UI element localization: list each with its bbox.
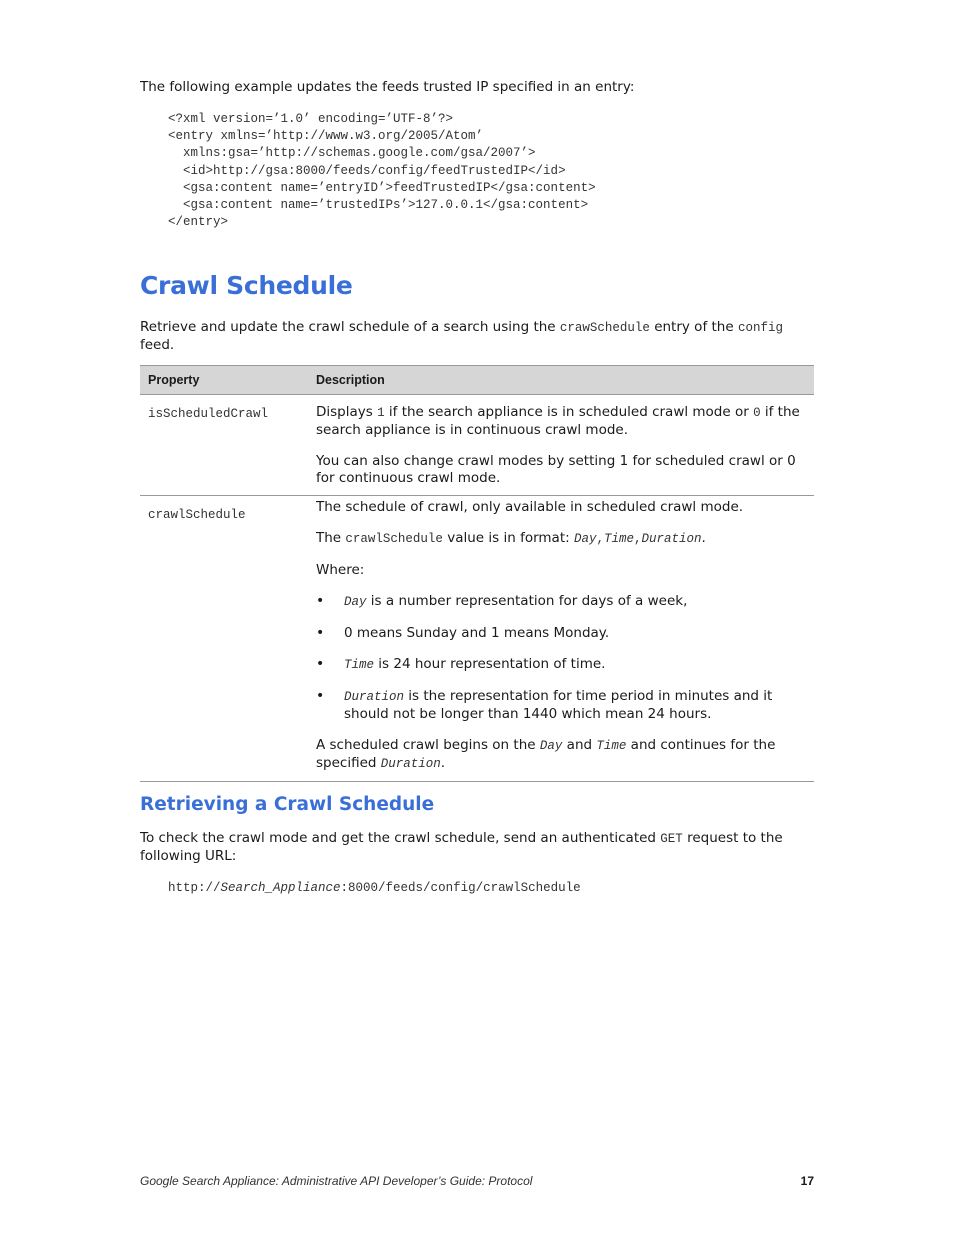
section-title: Crawl Schedule [140, 271, 353, 300]
bullet-icon: • [316, 625, 325, 641]
footer-title: Google Search Appliance: Administrative API Developer’s Guide: Protocol [140, 1174, 533, 1188]
table-row [140, 496, 814, 782]
text: Retrieve and update the crawl schedule of a search using the [140, 319, 560, 335]
text: . [701, 530, 706, 546]
intro-paragraph: The following example updates the feeds trusted IP specified in an entry: [140, 79, 635, 95]
inline-code: Duration [380, 757, 441, 771]
property-table [140, 365, 814, 782]
url-host-placeholder: Search_Appliance [220, 881, 341, 895]
text: 0 means Sunday and 1 means Monday. [344, 625, 610, 641]
subsection-intro [140, 830, 800, 865]
inline-code: Time [596, 739, 627, 753]
description-cell [308, 496, 814, 782]
column-header-description: Description [308, 366, 814, 395]
text: The [316, 530, 346, 546]
bullet-icon: • [316, 593, 325, 609]
subsection-title: Retrieving a Crawl Schedule [140, 794, 435, 815]
page-footer [140, 1174, 814, 1188]
list-item [316, 688, 806, 723]
description-text [316, 530, 806, 548]
text: if the search appliance is in continuous crawl mode. [316, 404, 800, 438]
text: is the representation for time period in minutes and it should not be longer than 1440 which mean 24 hours. [344, 688, 773, 722]
inline-code: 1 [377, 406, 385, 420]
url-path: :8000/feeds/config/crawlSchedule [340, 881, 581, 895]
inline-code: GET [660, 832, 683, 846]
url-prefix: http:// [168, 881, 221, 895]
property-cell [140, 496, 308, 782]
column-header-property: Property [140, 366, 308, 395]
inline-code: Duration [344, 690, 405, 704]
page-number: 17 [800, 1174, 814, 1188]
bullet-icon: • [316, 688, 325, 704]
inline-code: 0 [753, 406, 761, 420]
list-item [316, 625, 806, 642]
inline-code: Day [344, 595, 367, 609]
property-cell [140, 395, 308, 496]
text: feed. [140, 337, 175, 353]
description-text: The schedule of crawl, only available in scheduled crawl mode. [316, 499, 744, 515]
text: A scheduled crawl begins on the [316, 737, 540, 753]
section-intro [140, 319, 814, 354]
inline-code: , [596, 532, 604, 546]
inline-code: Time [603, 532, 634, 546]
code-example-block: <?xml version=’1.0’ encoding=’UTF-8’?> <entry xmlns=’http://www.w3.org/2005/Atom’ xmlns:gsa=’http://schemas.google.com/gsa/2007’> <id>http://gsa:8000/feeds/config/feedTrustedIP</id> <gsa:content name=’entryID’>feedTrustedIP</gsa:content> <gsa:content name=’trustedIPs’>127.0.0.1</gsa:content> </entry> [168, 112, 596, 230]
inline-code: Day [539, 739, 563, 753]
text: value is in format: [442, 530, 574, 546]
list-item [316, 593, 806, 611]
text: Displays [316, 404, 378, 420]
inline-code: Day [573, 532, 597, 546]
list-item [316, 656, 806, 674]
inline-code: crawSchedule [559, 321, 650, 335]
table-row [140, 395, 814, 496]
description-text [316, 737, 806, 773]
property-name: isScheduledCrawl [148, 407, 269, 421]
description-cell [308, 395, 814, 496]
text: is a number representation for days of a week, [366, 593, 688, 609]
inline-code: config [737, 321, 783, 335]
description-text [316, 404, 806, 439]
text: and continues for the specified [316, 737, 776, 771]
inline-code: Time [344, 658, 375, 672]
bullet-icon: • [316, 656, 325, 672]
text: and [562, 737, 597, 753]
description-text: You can also change crawl modes by setting 1 for scheduled crawl or 0 for continuous crawl mode. [316, 453, 796, 486]
text: is 24 hour representation of time. [374, 656, 606, 672]
text: . [440, 755, 446, 771]
inline-code: Duration [641, 532, 702, 546]
text: if the search appliance is in scheduled crawl mode or [384, 404, 754, 420]
property-name: crawlSchedule [148, 508, 246, 522]
url-code-block [168, 880, 581, 897]
inline-code: , [634, 532, 642, 546]
text: To check the crawl mode and get the crawl schedule, send an authenticated [140, 830, 661, 846]
text: entry of the [649, 319, 738, 335]
text: request to the following URL: [140, 830, 783, 864]
bullet-list [316, 593, 806, 723]
description-text: Where: [316, 562, 365, 578]
inline-code: crawlSchedule [345, 532, 443, 546]
